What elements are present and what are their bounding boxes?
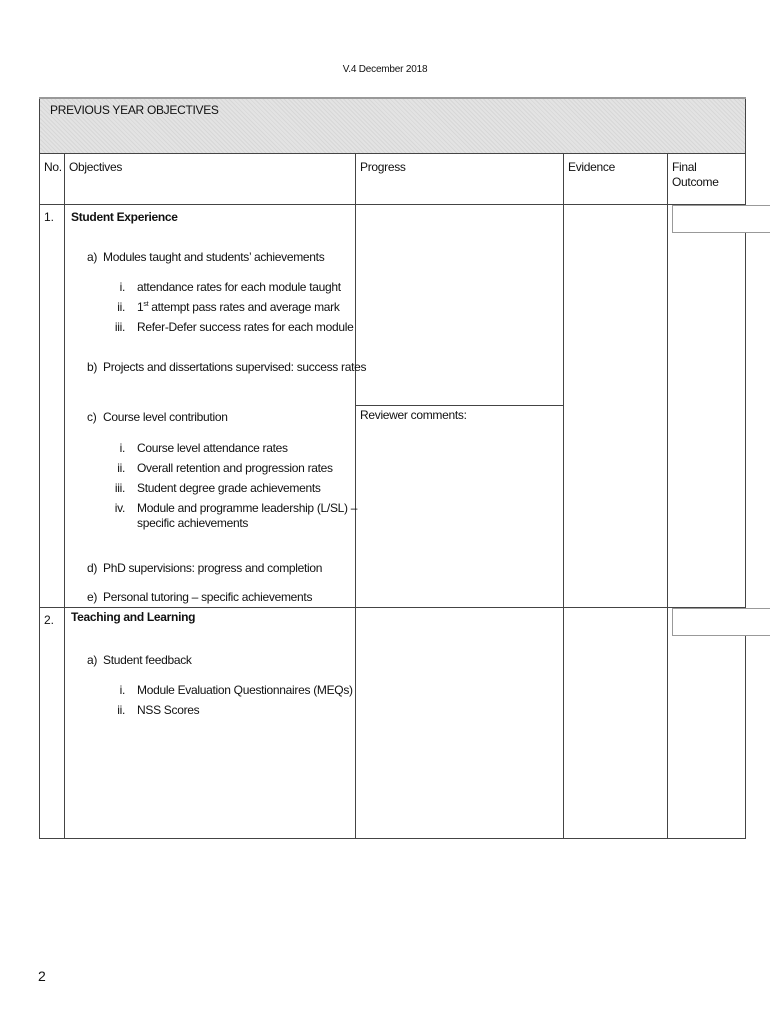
- objectives-table: [39, 97, 746, 839]
- reviewer-comments-label: Reviewer comments:: [356, 405, 563, 423]
- list-item: iii. Student degree grade achievements: [114, 481, 321, 495]
- section-number: 2.: [40, 608, 65, 839]
- list-item: d) PhD supervisions: progress and completion: [87, 561, 323, 575]
- list-item: ii. 1st attempt pass rates and average mark: [117, 300, 340, 314]
- list-item: i. attendance rates for each module taught: [119, 280, 341, 294]
- final-outcome-cell[interactable]: [668, 205, 746, 608]
- col-final-outcome-header: Final Outcome: [668, 154, 746, 205]
- version-label: V.4 December 2018: [342, 64, 428, 75]
- section-title: Teaching and Learning: [71, 610, 196, 624]
- evidence-cell[interactable]: [564, 205, 668, 608]
- col-no-header: No.: [40, 154, 65, 205]
- page-number: 2: [38, 968, 46, 984]
- list-item: iii. Refer-Defer success rates for each module: [114, 320, 354, 334]
- objectives-cell: [65, 205, 367, 608]
- final-outcome-cell[interactable]: [668, 608, 746, 839]
- list-item: b) Projects and dissertations supervised: success rates: [87, 360, 367, 374]
- table-title-band: [40, 98, 746, 154]
- progress-cell[interactable]: [356, 608, 564, 839]
- list-item: i. Module Evaluation Questionnaires (MEQs): [119, 683, 353, 697]
- list-item: iv. Module and programme leadership (L/SL) – specific achievements: [114, 501, 358, 530]
- col-objectives-header: Objectives: [65, 154, 356, 205]
- progress-cell[interactable]: [356, 205, 564, 608]
- section-title: Student Experience: [71, 210, 178, 224]
- list-item: i. Course level attendance rates: [119, 441, 288, 455]
- column-header-row: [40, 154, 746, 205]
- list-item: ii. NSS Scores: [117, 703, 200, 717]
- list-item: a) Student feedback: [87, 653, 192, 667]
- final-outcome-dropdown[interactable]: [672, 205, 770, 233]
- table-row: [40, 205, 746, 608]
- list-item: c) Course level contribution: [87, 410, 228, 424]
- list-item: e) Personal tutoring – specific achievements: [87, 590, 313, 604]
- section-number: 1.: [40, 205, 65, 608]
- objectives-cell: [65, 608, 356, 839]
- col-evidence-header: Evidence: [564, 154, 668, 205]
- final-outcome-dropdown[interactable]: [672, 608, 770, 636]
- table-row: [40, 608, 746, 839]
- table-title: PREVIOUS YEAR OBJECTIVES: [50, 103, 219, 117]
- evidence-cell[interactable]: [564, 608, 668, 839]
- col-progress-header: Progress: [356, 154, 564, 205]
- list-item: a) Modules taught and students’ achievements: [87, 250, 325, 264]
- list-item: ii. Overall retention and progression rates: [117, 461, 333, 475]
